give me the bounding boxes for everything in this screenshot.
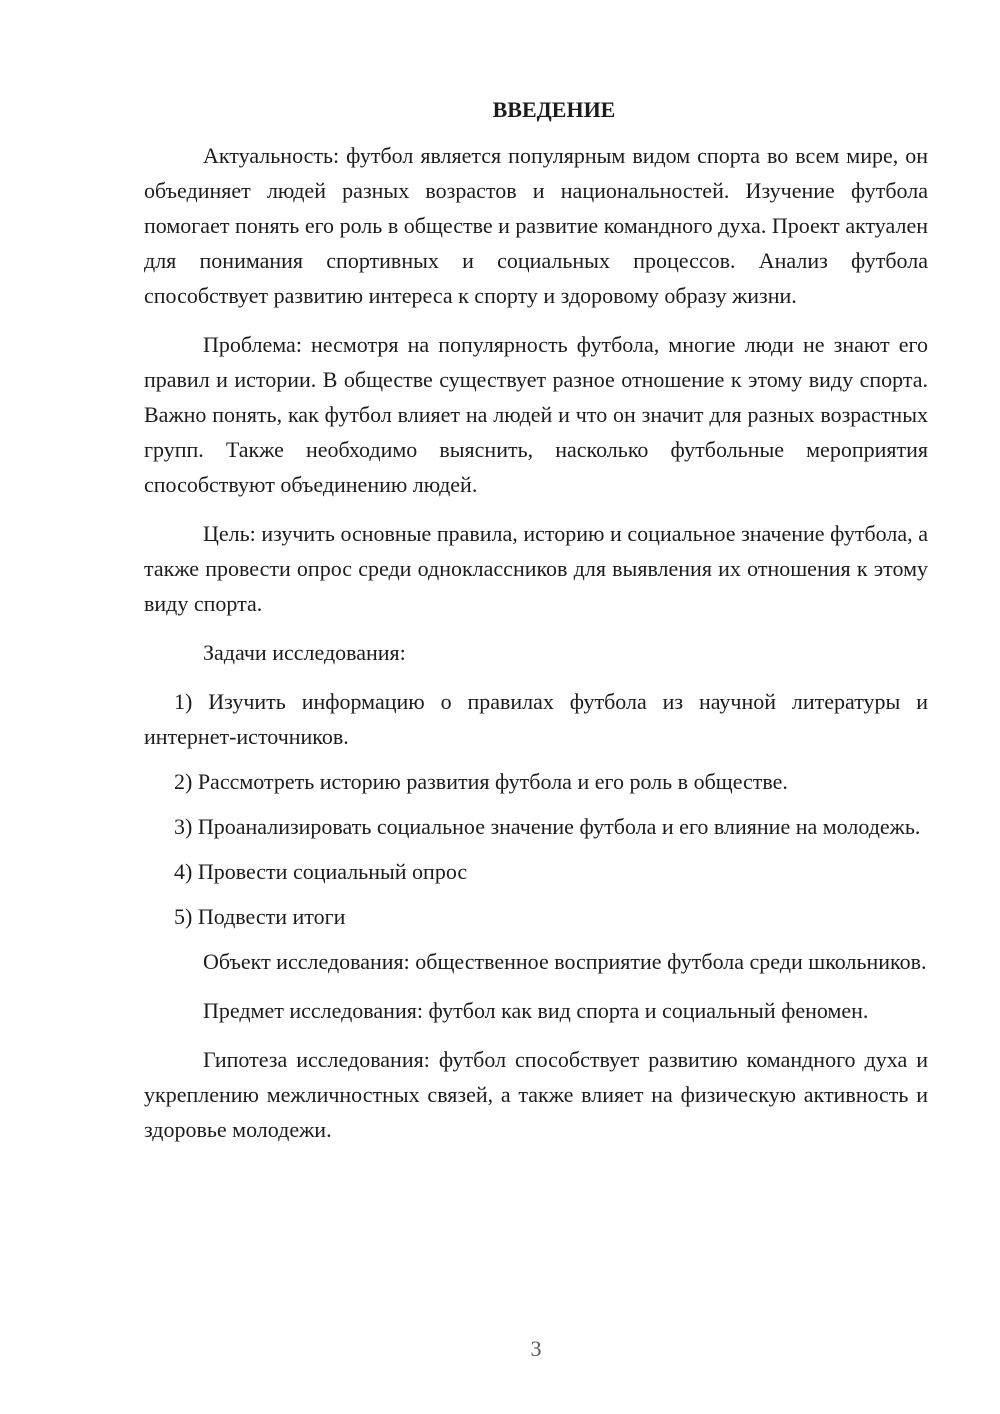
list-item: 4) Провести социальный опрос bbox=[174, 859, 468, 884]
list-item: 5) Подвести итоги bbox=[174, 904, 346, 929]
section-title: ВВЕДЕНИЕ bbox=[492, 97, 616, 122]
document-body bbox=[144, 95, 928, 1161]
tasks-list bbox=[144, 684, 928, 934]
paragraph-object: Объект исследования: общественное восприятие футбола среди школьников. bbox=[203, 949, 927, 974]
paragraph-hypothesis: Гипотеза исследования: футбол способствует развитию командного духа и укреплению межличностных связей, а также влияет на физическую активность и здоровье молодежи. bbox=[144, 1047, 928, 1142]
list-item: 2) Рассмотреть историю развития футбола и его роль в обществе. bbox=[174, 769, 788, 794]
paragraph-subject: Предмет исследования: футбол как вид спорта и социальный феномен. bbox=[203, 998, 869, 1023]
tasks-heading: Задачи исследования: bbox=[203, 640, 406, 665]
paragraph-goal: Цель: изучить основные правила, историю и социальное значение футбола, а также провести опрос среди одноклассников для выявления их отношения к этому виду спорта. bbox=[144, 521, 928, 616]
page-number: 3 bbox=[530, 1336, 542, 1361]
paragraph-problem: Проблема: несмотря на популярность футбола, многие люди не знают его правил и истории. В обществе существует разное отношение к этому виду спорта. Важно понять, как футбол влияет на людей и что он значит для разных возрастных групп. Также необходимо выяснить, насколько футбольные мероприятия способствуют объединению людей. bbox=[144, 332, 928, 497]
list-item: 1) Изучить информацию о правилах футбола из научной литературы и интернет-источников. bbox=[144, 689, 928, 749]
paragraph-relevance: Актуальность: футбол является популярным видом спорта во всем мире, он объединяет людей разных возрастов и национальностей. Изучение футбола помогает понять его роль в обществе и развитие командного духа. Проект актуален для понимания спортивных и социальных процессов. Анализ футбола способствует развитию интереса к спорту и здоровому образу жизни. bbox=[144, 143, 928, 308]
list-item: 3) Проанализировать социальное значение футбола и его влияние на молодежь. bbox=[174, 814, 921, 839]
